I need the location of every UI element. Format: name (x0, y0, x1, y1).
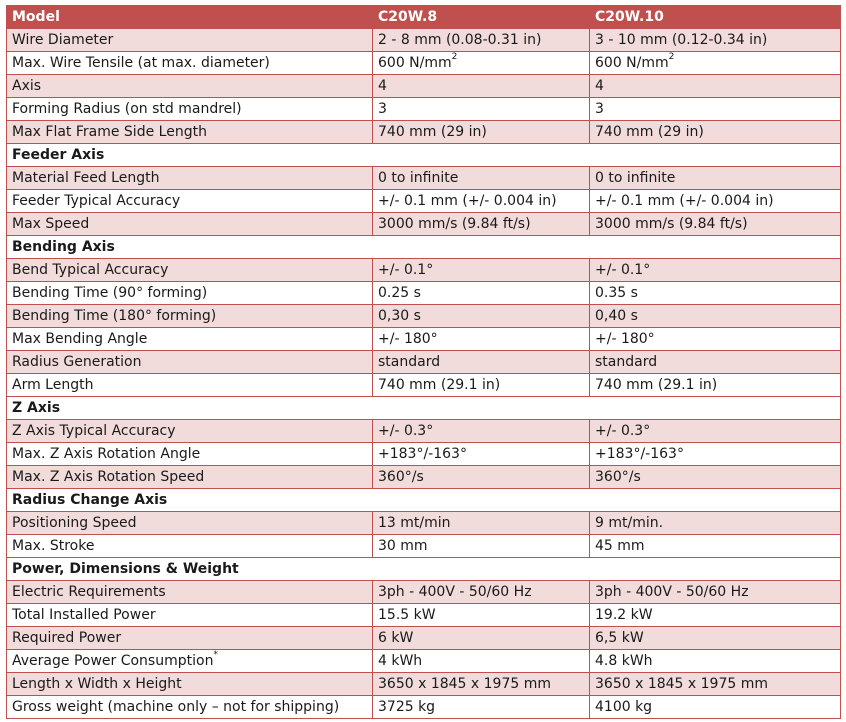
spec-label-text: Gross weight (machine only – not for shipping) (12, 699, 340, 715)
value-c20w10 (590, 535, 841, 558)
value-text: +/- 180° (595, 331, 655, 347)
value-c20w10 (590, 29, 841, 52)
spec-label (7, 305, 373, 328)
value-c20w8 (373, 29, 590, 52)
spec-label-text: Wire Diameter (12, 32, 114, 48)
spec-label-text: Required Power (12, 630, 122, 646)
spec-label-text: Max Speed (12, 216, 90, 232)
spec-label (7, 121, 373, 144)
value-text: 15.5 kW (378, 607, 436, 623)
value-text: 0,40 s (595, 308, 638, 324)
table-row (7, 190, 841, 213)
value-c20w8 (373, 374, 590, 397)
value-c20w8 (373, 604, 590, 627)
table-row (7, 259, 841, 282)
header-c20w10: C20W.10 (590, 6, 841, 29)
value-text: +/- 0.1° (595, 262, 651, 278)
spec-label-text: Max Bending Angle (12, 331, 148, 347)
spec-label-text: Radius Generation (12, 354, 142, 370)
section-row (7, 144, 841, 167)
spec-label-text: Feeder Typical Accuracy (12, 193, 181, 209)
value-c20w10 (590, 512, 841, 535)
value-text: 3650 x 1845 x 1975 mm (378, 676, 551, 692)
spec-label (7, 696, 373, 719)
value-c20w10 (590, 351, 841, 374)
table-row (7, 627, 841, 650)
value-text: 3 - 10 mm (0.12-0.34 in) (595, 32, 768, 48)
spec-label (7, 512, 373, 535)
table-row (7, 673, 841, 696)
table-row (7, 167, 841, 190)
superscript: 2 (451, 52, 458, 63)
table-row (7, 512, 841, 535)
value-text: standard (595, 354, 658, 370)
section-title: Z Axis (7, 397, 841, 420)
value-text: +/- 0.1 mm (+/- 0.004 in) (378, 193, 557, 209)
value-c20w10 (590, 121, 841, 144)
value-text: standard (378, 354, 441, 370)
value-text: 600 N/mm (378, 55, 452, 71)
table-row (7, 351, 841, 374)
value-text: +/- 0.1° (378, 262, 434, 278)
value-c20w8 (373, 673, 590, 696)
section-title: Radius Change Axis (7, 489, 841, 512)
spec-label-text: Arm Length (12, 377, 94, 393)
spec-label-text: Positioning Speed (12, 515, 137, 531)
spec-label-text: Length x Width x Height (12, 676, 182, 692)
table-row (7, 604, 841, 627)
value-c20w10 (590, 443, 841, 466)
section-row (7, 558, 841, 581)
spec-label-text: Average Power Consumption (12, 653, 214, 669)
spec-label (7, 627, 373, 650)
value-c20w10 (590, 213, 841, 236)
spec-label (7, 167, 373, 190)
value-text: +/- 180° (378, 331, 438, 347)
footnote-mark: * (213, 650, 218, 661)
spec-label (7, 535, 373, 558)
table-row (7, 374, 841, 397)
table-row (7, 650, 841, 673)
value-c20w10 (590, 466, 841, 489)
value-c20w10 (590, 581, 841, 604)
value-c20w8 (373, 52, 590, 75)
table-row (7, 696, 841, 719)
value-c20w8 (373, 466, 590, 489)
value-c20w8 (373, 259, 590, 282)
value-c20w10 (590, 696, 841, 719)
value-text: +/- 0.3° (595, 423, 651, 439)
spec-label (7, 259, 373, 282)
value-c20w10 (590, 650, 841, 673)
value-text: 3725 kg (378, 699, 436, 715)
value-c20w10 (590, 374, 841, 397)
value-c20w10 (590, 190, 841, 213)
value-c20w8 (373, 190, 590, 213)
spec-label (7, 604, 373, 627)
table-row (7, 305, 841, 328)
value-text: +183°/-163° (378, 446, 467, 462)
value-text: 3000 mm/s (9.84 ft/s) (378, 216, 531, 232)
value-c20w8 (373, 351, 590, 374)
value-c20w8 (373, 282, 590, 305)
value-c20w8 (373, 535, 590, 558)
spec-label (7, 673, 373, 696)
value-text: 2 - 8 mm (0.08-0.31 in) (378, 32, 542, 48)
spec-label-text: Bending Time (90° forming) (12, 285, 208, 301)
value-text: 4 (595, 78, 604, 94)
table-row (7, 420, 841, 443)
spec-label (7, 98, 373, 121)
value-c20w8 (373, 512, 590, 535)
value-text: 45 mm (595, 538, 645, 554)
value-text: 0 to infinite (595, 170, 676, 186)
spec-label (7, 466, 373, 489)
value-c20w10 (590, 75, 841, 98)
table-header-row (7, 6, 841, 29)
value-text: 4 (378, 78, 387, 94)
value-c20w10 (590, 305, 841, 328)
value-c20w10 (590, 167, 841, 190)
table-row (7, 213, 841, 236)
spec-label-text: Z Axis Typical Accuracy (12, 423, 176, 439)
value-text: 0.25 s (378, 285, 421, 301)
value-text: 6,5 kW (595, 630, 644, 646)
value-text: 9 mt/min. (595, 515, 664, 531)
section-row (7, 236, 841, 259)
value-c20w8 (373, 213, 590, 236)
spec-label-text: Forming Radius (on std mandrel) (12, 101, 242, 117)
value-text: +183°/-163° (595, 446, 684, 462)
spec-label-text: Max. Z Axis Rotation Angle (12, 446, 201, 462)
header-c20w8: C20W.8 (373, 6, 590, 29)
spec-label-text: Bend Typical Accuracy (12, 262, 169, 278)
section-title: Bending Axis (7, 236, 841, 259)
value-text: 360°/s (595, 469, 641, 485)
table-row (7, 75, 841, 98)
spec-label-text: Total Installed Power (12, 607, 156, 623)
value-text: 0 to infinite (378, 170, 459, 186)
value-c20w10 (590, 604, 841, 627)
section-title: Feeder Axis (7, 144, 841, 167)
spec-label (7, 52, 373, 75)
spec-label (7, 650, 373, 673)
value-c20w8 (373, 328, 590, 351)
spec-label-text: Bending Time (180° forming) (12, 308, 217, 324)
value-text: 3ph - 400V - 50/60 Hz (378, 584, 532, 600)
value-c20w10 (590, 420, 841, 443)
value-text: +/- 0.3° (378, 423, 434, 439)
header-model: Model (7, 6, 373, 29)
table-row (7, 328, 841, 351)
spec-label-text: Electric Requirements (12, 584, 166, 600)
value-c20w8 (373, 121, 590, 144)
spec-label (7, 190, 373, 213)
value-c20w8 (373, 167, 590, 190)
value-text: 3 (378, 101, 387, 117)
spec-label-text: Max. Wire Tensile (at max. diameter) (12, 55, 270, 71)
value-c20w8 (373, 696, 590, 719)
value-c20w10 (590, 52, 841, 75)
spec-label (7, 328, 373, 351)
spec-label-text: Max. Stroke (12, 538, 95, 554)
section-row (7, 489, 841, 512)
value-c20w8 (373, 627, 590, 650)
value-text: 3000 mm/s (9.84 ft/s) (595, 216, 748, 232)
value-c20w8 (373, 420, 590, 443)
value-text: 19.2 kW (595, 607, 653, 623)
value-text: 6 kW (378, 630, 414, 646)
value-c20w10 (590, 98, 841, 121)
spec-label (7, 374, 373, 397)
value-c20w10 (590, 673, 841, 696)
superscript: 2 (668, 52, 675, 63)
value-text: 3 (595, 101, 604, 117)
table-row (7, 52, 841, 75)
spec-label-text: Max Flat Frame Side Length (12, 124, 207, 140)
table-row (7, 121, 841, 144)
value-c20w8 (373, 305, 590, 328)
section-title: Power, Dimensions & Weight (7, 558, 841, 581)
value-text: 4.8 kWh (595, 653, 653, 669)
spec-label (7, 213, 373, 236)
value-text: 740 mm (29 in) (378, 124, 487, 140)
value-c20w10 (590, 259, 841, 282)
value-text: 740 mm (29 in) (595, 124, 704, 140)
value-c20w8 (373, 650, 590, 673)
value-text: 740 mm (29.1 in) (595, 377, 718, 393)
spec-label (7, 282, 373, 305)
spec-label-text: Material Feed Length (12, 170, 160, 186)
value-text: 600 N/mm (595, 55, 669, 71)
value-c20w8 (373, 443, 590, 466)
table-row (7, 535, 841, 558)
spec-table (6, 5, 841, 719)
spec-label (7, 443, 373, 466)
value-text: 740 mm (29.1 in) (378, 377, 501, 393)
value-text: 4 kWh (378, 653, 423, 669)
spec-label (7, 75, 373, 98)
value-text: 4100 kg (595, 699, 653, 715)
value-text: 3650 x 1845 x 1975 mm (595, 676, 768, 692)
table-row (7, 282, 841, 305)
table-row (7, 29, 841, 52)
spec-label (7, 351, 373, 374)
value-text: 13 mt/min (378, 515, 451, 531)
value-c20w10 (590, 282, 841, 305)
value-c20w10 (590, 328, 841, 351)
value-text: 30 mm (378, 538, 428, 554)
table-row (7, 581, 841, 604)
table-row (7, 466, 841, 489)
value-c20w10 (590, 627, 841, 650)
value-text: 360°/s (378, 469, 424, 485)
value-c20w8 (373, 581, 590, 604)
value-text: 3ph - 400V - 50/60 Hz (595, 584, 749, 600)
spec-label (7, 420, 373, 443)
table-row (7, 98, 841, 121)
section-row (7, 397, 841, 420)
value-text: 0.35 s (595, 285, 638, 301)
spec-label-text: Axis (12, 78, 42, 94)
value-text: +/- 0.1 mm (+/- 0.004 in) (595, 193, 774, 209)
table-row (7, 443, 841, 466)
spec-label (7, 581, 373, 604)
spec-label-text: Max. Z Axis Rotation Speed (12, 469, 205, 485)
spec-label (7, 29, 373, 52)
value-text: 0,30 s (378, 308, 421, 324)
value-c20w8 (373, 98, 590, 121)
value-c20w8 (373, 75, 590, 98)
